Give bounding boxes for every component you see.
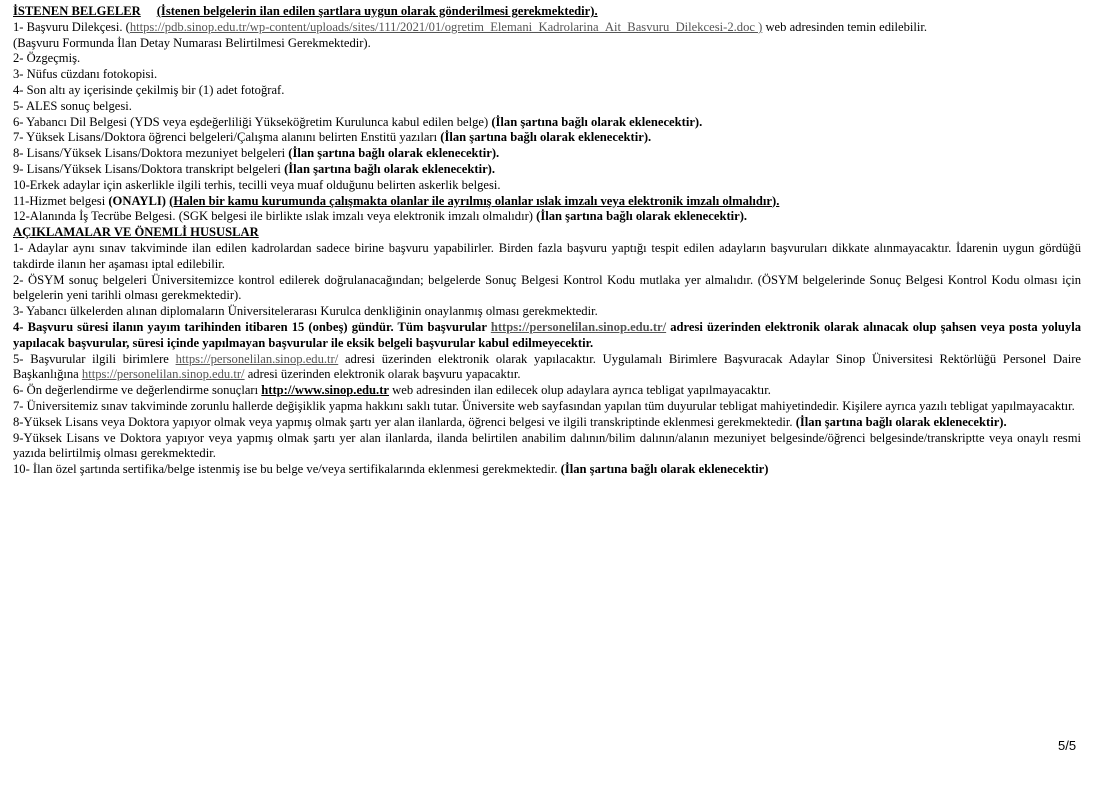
- personnel-portal-link[interactable]: https://personelilan.sinop.edu.tr/: [81, 367, 245, 382]
- note-5: 5- Başvurular ilgili birimlere https://personelilan.sinop.edu.tr/ adresi üzerinden elektronik olarak yapılacaktır. Uygulamalı Birimlere Başvuracak Adaylar Sinop Üniversitesi Rektörlüğü Personel Daire Başkanlığına https://personelilan.sinop.edu.tr/ adresi üzerinden elektronik olarak başvuru yapacaktır.: [13, 351, 1081, 382]
- required-item-1-note: (Başvuru Formunda İlan Detay Numarası Belirtilmesi Gerekmektedir).: [13, 35, 371, 50]
- note-6: 6- Ön değerlendirme ve değerlendirme sonuçları http://www.sinop.edu.tr web adresinden ilan edilecek olup adaylara ayrıca tebligat yapılmayacaktır.: [13, 383, 771, 398]
- note-2: 2- ÖSYM sonuç belgeleri Üniversitemizce kontrol edilerek doğrulanacağından; belgelerde Sonuç Belgesi Kontrol Kodu mutlaka yer almalıdır. (ÖSYM belgelerinde Sonuç Belgesi Kontrol Kodu olması için belgelerin yeni tarihli olması gerekmektedir).: [13, 272, 1081, 303]
- required-item-9: 9- Lisans/Yüksek Lisans/Doktora transkript belgeleri (İlan şartına bağlı olarak eklenecektir).: [13, 161, 495, 176]
- note-7: 7- Üniversitemiz sınav takviminde zorunlu hallerde değişiklik yapma hakkını saklı tutar. Üniversite web sayfasından yapılan tüm duyurular tebligat mahiyetindedir. Kişilere ayrıca yazılı tebligat yapılmayacaktır.: [13, 398, 1075, 413]
- personnel-portal-link[interactable]: https://personelilan.sinop.edu.tr/: [490, 319, 667, 334]
- personnel-portal-link[interactable]: https://personelilan.sinop.edu.tr/: [175, 351, 339, 366]
- application-form-link[interactable]: https://pdb.sinop.edu.tr/wp-content/uploads/sites/111/2021/01/ogretim_Elemani_Kadrolarina_Ait_Basvuru_Dilekcesi-2.doc ): [129, 19, 763, 34]
- required-item-10: 10-Erkek adaylar için askerlikle ilgili terhis, tecilli veya muaf olduğunu belirten askerlik belgesi.: [13, 177, 501, 192]
- note-4: 4- Başvuru süresi ilanın yayım tarihinden itibaren 15 (onbeş) gündür. Tüm başvurular https://personelilan.sinop.edu.tr/ adresi üzerinden elektronik olarak alınacak olup şahsen veya posta yoluyla yapılacak başvurular, süresi içinde yapılmayan başvurular ile eksik belgeli başvurular kabul edilmeyecektir.: [13, 319, 1081, 350]
- notes-heading: AÇIKLAMALAR VE ÖNEMLİ HUSUSLAR: [13, 225, 259, 240]
- required-item-3: 3- Nüfus cüzdanı fotokopisi.: [13, 67, 158, 82]
- required-docs-heading: İSTENEN BELGELER: [13, 4, 141, 18]
- page-number: 5/5: [1058, 738, 1077, 753]
- required-item-8: 8- Lisans/Yüksek Lisans/Doktora mezuniyet belgeleri (İlan şartına bağlı olarak eklenecektir).: [13, 146, 500, 161]
- required-item-6: 6- Yabancı Dil Belgesi (YDS veya eşdeğerliliği Yükseköğretim Kurulunca kabul edilen belge) (İlan şartına bağlı olarak eklenecektir).: [13, 114, 703, 129]
- required-item-4: 4- Son altı ay içerisinde çekilmiş bir (1) adet fotoğraf.: [13, 82, 285, 97]
- required-item-12: 12-Alanında İş Tecrübe Belgesi. (SGK belgesi ile birlikte ıslak imzalı veya elektronik imzalı olmalıdır) (İlan şartına bağlı olarak eklenecektir).: [13, 209, 748, 224]
- required-docs-header: [13, 4, 1081, 20]
- required-item-2: 2- Özgeçmiş.: [13, 51, 81, 66]
- note-10: 10- İlan özel şartında sertifika/belge istenmiş ise bu belge ve/veya sertifikalarında eklenmesi gerekmektedir. (İlan şartına bağlı olarak eklenecektir): [13, 462, 769, 477]
- required-item-7: 7- Yüksek Lisans/Doktora öğrenci belgeleri/Çalışma alanını belirten Enstitü yazıları (İlan şartına bağlı olarak eklenecektir).: [13, 130, 652, 145]
- required-item-1: 1- Başvuru Dilekçesi. (https://pdb.sinop.edu.tr/wp-content/uploads/sites/111/2021/01/ogretim_Elemani_Kadrolarina_Ait_Basvuru_Dilekcesi-2.doc ) web adresinden temin edilebilir.: [13, 19, 928, 34]
- note-3: 3- Yabancı ülkelerden alınan diplomaların Üniversitelerarası Kurulca denkliğinin onaylanmış olması gerekmektedir.: [13, 304, 598, 319]
- required-docs-note: (İstenen belgelerin ilan edilen şartlara uygun olarak gönderilmesi gerekmektedir).: [156, 4, 598, 18]
- document-body: [13, 4, 1081, 478]
- required-item-5: 5- ALES sonuç belgesi.: [13, 98, 132, 113]
- required-item-11: 11-Hizmet belgesi (ONAYLI) (Halen bir kamu kurumunda çalışmakta olanlar ile ayrılmış olanlar ıslak imzalı veya elektronik imzalı olmalıdır).: [13, 193, 780, 208]
- note-1: 1- Adaylar aynı sınav takviminde ilan edilen kadrolardan sadece birine başvuru yapabilirler. Birden fazla başvuru yaptığı tespit edilen adayların başvuruları dikkate alınmayacaktır. İdarenin uygun gördüğü takdirde ilanın her aşaması iptal edilebilir.: [13, 240, 1081, 271]
- university-website-link[interactable]: http://www.sinop.edu.tr: [261, 383, 389, 398]
- note-8: 8-Yüksek Lisans veya Doktora yapıyor olmak veya yapmış olmak şartı yer alan ilanlarda, öğrenci belgesi ve ilgili transkriptinde eklenmesi gerekmektedir. (İlan şartına bağlı olarak eklenecektir).: [13, 414, 1007, 429]
- note-9: 9-Yüksek Lisans ve Doktora yapıyor veya yapmış olmak şartı yer alan ilanlarda, ilanda belirtilen anabilim dalının/bilim dalının/alanın mezuniyet belgesinde/öğrenci belgesinde/transkriptte veya onaylı resmi yazıda belirtilmiş olması gerekmektedir.: [13, 430, 1081, 461]
